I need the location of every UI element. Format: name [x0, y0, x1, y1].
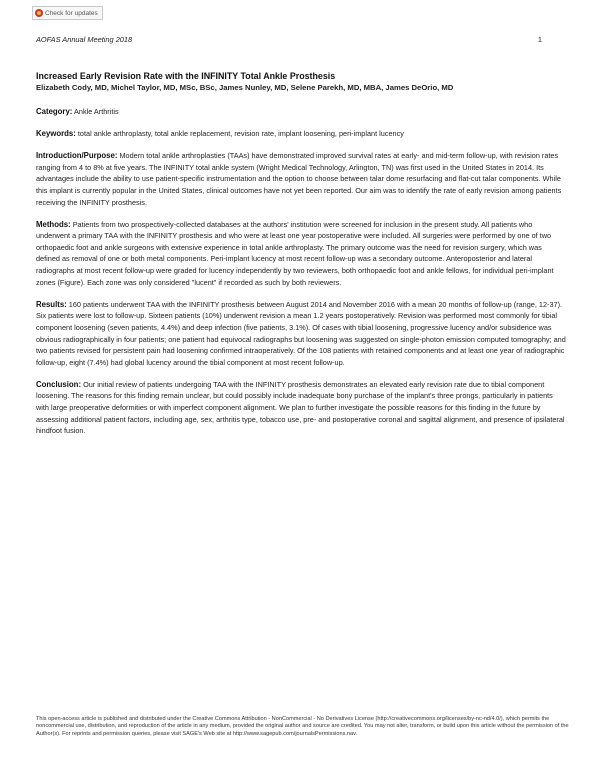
license-footer: This open-access article is published and distributed under the Creative Commons Attribution - NonCommercial - No Derivatives License (http://creativecommons.org/licenses/by-nc-nd/4.0/), which permits the noncommercial use, distribution, and reproduction of the article in any medium, provided the original author and source are credited. You may not alter, transform, or build upon this article without the permission of the Author(s). For reprints and permission queries, please visit SAGE's Web site at http://www.sagepub.com/journalsPermissions.nav. [36, 716, 569, 737]
article-body [36, 70, 566, 447]
conclusion-section [36, 379, 566, 437]
category-section [36, 106, 566, 118]
check-for-updates-label: Check for updates [45, 9, 98, 17]
results-text: 160 patients underwent TAA with the INFINITY prosthesis between August 2014 and November 2016 with a mean 20 months of follow-up (range, 12-37). Six patients were lost to follow-up. Sixteen patients (10%) underwent revision a mean 1.2 years postoperatively. Revision was performed most commonly for tibial component loosening (seven patients, 4.4%) and deep infection (five patients, 3.1%). Of cases with tibial loosening, progressive lucency and/or subsidence was obvious radiographically in four patients; one patient had equivocal radiographs but loosening was suggested on single-photon emission computed tomography; and two patients revised for persistent pain had loosening confirmed intraoperatively. Of the 108 patients with retained components and at least one year of radiographic follow-up, eight (7.4%) had global lucency around the tibial component at most recent follow-up. [36, 299, 566, 367]
article-title: Increased Early Revision Rate with the INFINITY Total Ankle Prosthesis [36, 71, 336, 81]
keywords-section [36, 128, 566, 140]
conclusion-label: Conclusion: [36, 379, 82, 389]
category-label: Category: [36, 107, 73, 116]
category-text: Ankle Arthritis [74, 107, 119, 116]
introduction-label: Introduction/Purpose: [36, 151, 118, 161]
results-section [36, 299, 566, 369]
check-for-updates-badge[interactable] [32, 6, 103, 20]
running-header: AOFAS Annual Meeting 2018 [36, 35, 133, 44]
keywords-label: Keywords: [36, 129, 76, 139]
methods-section [36, 219, 566, 289]
crossmark-icon [35, 9, 43, 17]
introduction-text: Modern total ankle arthroplasties (TAAs) have demonstrated improved survival rates at early- and mid-term follow-up, with revision rates ranging from 4 to 8% at five years. The INFINITY total ankle system (Wright Medical Technology, Arlington, TN) was first used in the United States in 2014. Its advantages include the ability to use patient-specific instrumentation and the option to choose between talar dome resurfacing and flat-cut talar components. While this implant is currently popular in the United States, clinical outcomes have not yet been reported. Our aim was to identify the rate of early revision among patients receiving the INFINITY prosthesis. [36, 151, 562, 207]
page-number: 1 [537, 35, 542, 44]
results-label: Results: [36, 299, 67, 309]
author-list: Elizabeth Cody, MD, Michel Taylor, MD, MSc, BSc, James Nunley, MD, Selene Parekh, MD, MBA, James DeOrio, MD [36, 83, 454, 92]
methods-label: Methods: [36, 219, 71, 229]
keywords-text: total ankle arthroplasty, total ankle replacement, revision rate, implant loosening, peri-implant lucency [77, 129, 404, 139]
methods-text: Patients from two prospectively-collected databases at the authors' institution were screened for inclusion in the present study. All patients who underwent a primary TAA with the INFINITY prosthesis and who were at least one year postoperative were included. All surgeries were performed by one of two orthopaedic foot and ankle surgeons with extensive experience in total ankle arthroplasty. The primary outcome was the need for revision surgery, which was defined as removal of one or both metal components. Peri-implant lucency at most recent follow-up was a secondary outcome. Anteroposterior and lateral radiographs at most recent follow-up were graded for lucency independently by two reviewers, both orthopaedic foot and ankle fellows, for individual peri-implant zones (Figure). Each zone was only considered "lucent" if recorded as such by both reviewers. [36, 219, 554, 287]
introduction-section [36, 150, 566, 208]
conclusion-text: Our initial review of patients undergoing TAA with the INFINITY prosthesis demonstrates an elevated early revision rate due to tibial component loosening. The reasons for this finding remain unclear, but could possibly include inadequate bony purchase of the implant's three prongs, particularly in patients with large preoperative deformities or with imperfect component alignment. We plan to further investigate the possible reasons for this finding in the future by assessing additional patient factors, including age, sex, arthritis type, tobacco use, pre- and postoperative coronal and sagittal alignment, and presence of ipsilateral hindfoot fusion. [36, 379, 565, 436]
